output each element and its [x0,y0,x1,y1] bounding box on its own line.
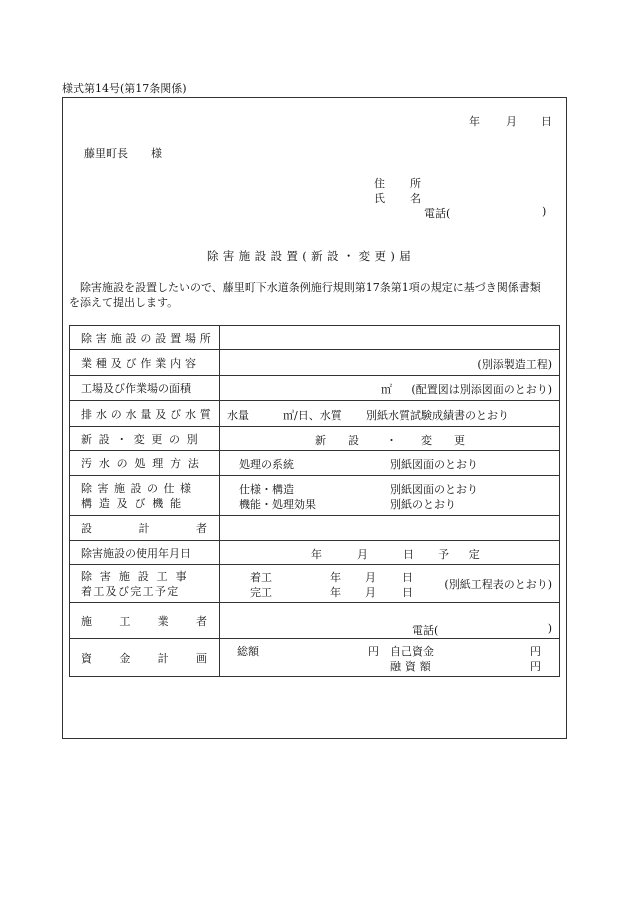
row-designer [70,516,560,541]
option-separator: ・ [386,433,397,447]
label-location: 除害施設の設置場所 [81,331,215,345]
usage-input[interactable] [220,541,560,565]
name-label-2: 名 [410,192,421,205]
label-funding-3: 計 [157,651,169,665]
recipient-name: 藤里町長 [84,147,128,160]
funding-own: 自己資金 [390,644,434,658]
row-funding [70,639,560,677]
row-location [70,326,560,350]
label-contractor-1: 施 [81,614,92,628]
funding-own-yen: 円 [530,644,541,658]
construction-finish: 完工 [250,585,272,599]
funding-total-yen: 円 [368,644,379,658]
construction-start-day: 日 [402,570,413,584]
construction-start-month: 月 [365,570,376,584]
label-funding-4: 画 [195,651,207,665]
option-new[interactable]: 新 設 [315,433,365,447]
row-sewage [70,451,560,476]
label-designer-1: 設 [81,522,92,535]
label-new-change: 新設・変更の別 [81,432,205,446]
funding-loan: 融資額 [390,659,435,673]
row-usage [70,541,560,565]
date-month: 月 [506,115,517,128]
label-area: 工場及び作業場の面積 [81,382,191,395]
location-input[interactable] [220,326,560,350]
application-table [69,325,560,677]
funding-total: 総額 [237,644,259,658]
contractor-input[interactable] [220,603,560,639]
designer-input[interactable] [220,516,560,541]
label-usage: 除害施設の使用年月日 [81,546,191,560]
row-contractor [70,603,560,639]
label-construction-1: 除害施設工事 [81,569,195,583]
label-designer-2: 計 [138,522,150,535]
drainage-note: 別紙水質試験成績書のとおり [366,408,509,422]
construction-finish-day: 日 [402,585,413,599]
contractor-phone-close: ) [547,621,552,635]
drainage-volume: 水量 [227,408,249,422]
drainage-input[interactable] [220,401,560,427]
construction-finish-year: 年 [330,585,341,599]
business-note: (別添製造工程) [477,357,552,371]
usage-plan: 予 定 [438,547,485,561]
label-contractor-3: 業 [157,614,169,628]
construction-start: 着工 [250,570,272,584]
body-text-1: 除害施設を設置したいので、藤里町下水道条例施行規則第17条第1項の規定に基づき関係書類 [80,281,541,294]
construction-note: (別紙工程表のとおり) [444,577,552,591]
row-drainage [70,401,560,427]
row-business [70,350,560,376]
phone-label: 電話( [424,207,451,220]
construction-input[interactable] [220,565,560,603]
label-contractor-2: 工 [119,614,131,628]
new-change-input[interactable] [220,427,560,451]
row-area [70,376,560,401]
address-label-1: 住 [374,177,385,190]
usage-year: 年 [311,547,322,561]
recipient-honorific: 様 [151,147,162,160]
row-construction [70,565,560,603]
label-spec-1: 除害施設の仕様 [81,481,197,495]
address-label-2: 所 [410,177,421,190]
body-text-2: を添えて提出します。 [69,296,179,309]
name-label-1: 氏 [374,192,385,205]
area-note: (配置図は別添図面のとおり) [411,383,552,396]
option-change[interactable]: 変 更 [421,433,471,447]
label-business: 業種及び作業内容 [81,356,200,370]
construction-finish-month: 月 [365,585,376,599]
spec-item-1: 仕様・構造 [239,482,294,496]
spec-input[interactable] [220,476,560,516]
form-number: 様式第14号(第17条関係) [62,82,187,95]
label-contractor-4: 者 [195,614,207,628]
date-day: 日 [541,115,552,128]
label-designer-3: 者 [196,522,207,535]
label-construction-2: 着工及び完工予定 [81,584,180,598]
contractor-phone-label: 電話( [412,623,439,637]
label-drainage: 排水の水量及び水質 [81,407,215,421]
date-year: 年 [469,115,480,128]
spec-note-1: 別紙図面のとおり [390,482,478,496]
area-unit: ㎡ [381,383,392,396]
label-funding-2: 金 [119,651,131,665]
funding-loan-yen: 円 [530,659,541,673]
usage-month: 月 [357,547,368,561]
row-new-change [70,427,560,451]
funding-input[interactable] [220,639,560,677]
label-spec-2: 構造及び機能 [81,496,188,510]
phone-close: ) [542,205,547,218]
usage-day: 日 [403,547,414,561]
spec-note-2: 別紙のとおり [390,497,456,511]
drainage-unit: ㎥/日、水質 [283,408,342,422]
document-title: 除害施設設置(新設・変更)届 [207,249,416,263]
area-input[interactable] [220,376,560,401]
spec-item-2: 機能・処理効果 [239,497,316,511]
sewage-note: 別紙図面のとおり [390,458,478,471]
label-sewage: 汚水の処理方法 [81,457,206,470]
row-spec [70,476,560,516]
sewage-input[interactable] [220,451,560,476]
business-input[interactable] [220,350,560,376]
sewage-system: 処理の系統 [239,458,294,471]
construction-start-year: 年 [330,570,341,584]
label-funding-1: 資 [81,651,92,665]
